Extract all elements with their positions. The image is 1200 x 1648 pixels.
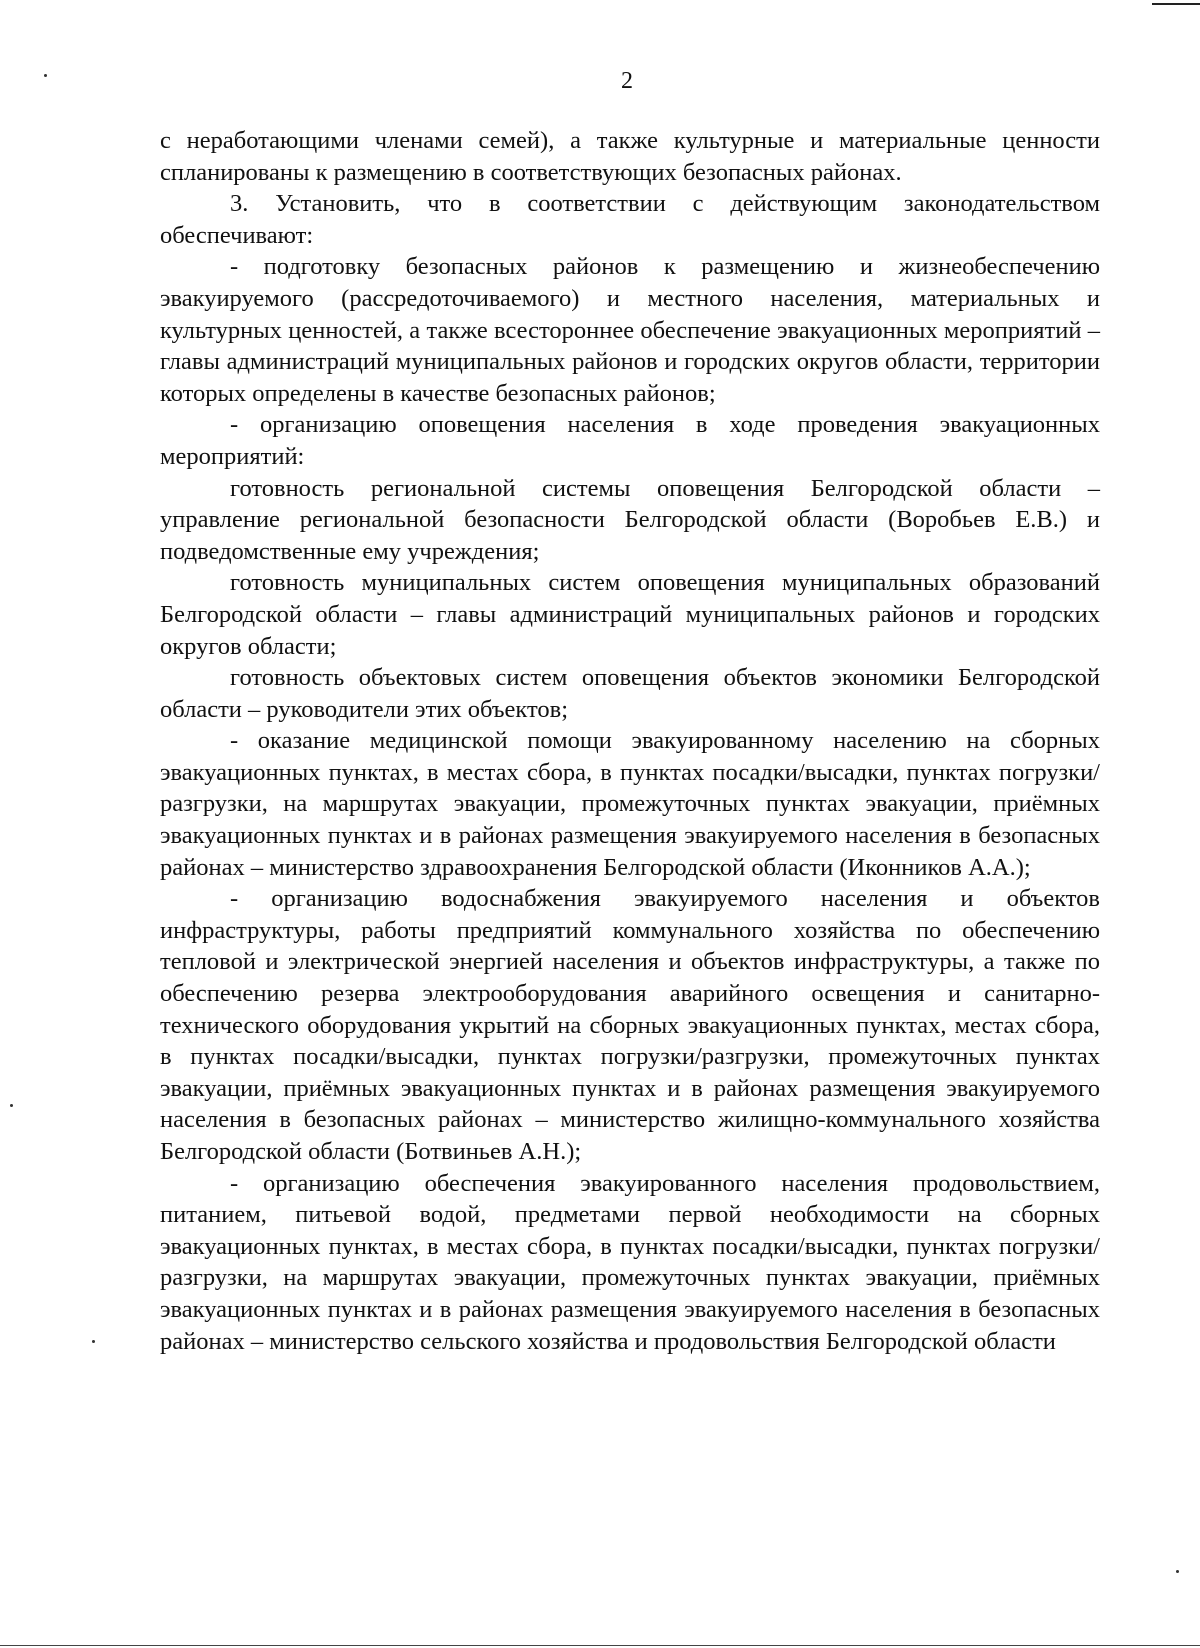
scan-speck [92, 1340, 95, 1343]
document-body [160, 125, 1100, 1357]
scan-speck [1176, 1570, 1179, 1573]
paragraph-municipal-systems: готовность муниципальных систем оповещения муниципальных образований Белгородской области – главы администраций муниципальных районов и городских округов области; [160, 569, 1100, 660]
paragraph-continuation: с неработающими членами семей), а также культурные и материальные ценности спланированы к размещению в соответствующих безопасных районах. [160, 127, 1100, 186]
page-number: 2 [621, 68, 633, 94]
scan-edge-mark-top [1152, 3, 1200, 5]
paragraph-water-supply: - организацию водоснабжения эвакуируемого населения и объектов инфраструктуры, работы предприятий коммунального хозяйства по обеспечению тепловой и электрической энергией населения и объектов инфраструктуры, а также по обеспечению резерва электрооборудования аварийного освещения и санитарно-технического оборудования укрытий на сборных эвакуационных пунктах, местах сбора, в пунктах посадки/высадки, пунктах погрузки/разгрузки, промежуточных пунктах эвакуации, приёмных эвакуационных пунктах и в районах размещения эвакуируемого населения в безопасных районах – министерство жилищно-коммунального хозяйства Белгородской области (Ботвиньев А.Н.); [160, 885, 1100, 1165]
paragraph-safe-areas: - подготовку безопасных районов к размещению и жизнеобеспечению эвакуируемого (рассредоточиваемого) и местного населения, материальных и культурных ценностей, а также всестороннее обеспечение эвакуационных мероприятий – главы администраций муниципальных районов и городских округов области, территории которых определены в качестве безопасных районов; [160, 253, 1100, 407]
paragraph-medical-aid: - оказание медицинской помощи эвакуированному населению на сборных эвакуационных пунктах, в местах сбора, в пунктах посадки/высадки, пунктах погрузки/разгрузки, на маршрутах эвакуации, промежуточных пунктах эвакуации, приёмных эвакуационных пунктах и в районах размещения эвакуируемого населения в безопасных районах – министерство здравоохранения Белгородской области (Иконников А.А.); [160, 727, 1100, 881]
scan-speck [10, 1104, 13, 1107]
paragraph-food-supply: - организацию обеспечения эвакуированного населения продовольствием, питанием, питьевой водой, предметами первой необходимости на сборных эвакуационных пунктах, в местах сбора, в пунктах посадки/высадки, пунктах погрузки/разгрузки, на маршрутах эвакуации, промежуточных пунктах эвакуации, приёмных эвакуационных пунктах и в районах размещения эвакуируемого населения в безопасных районах – министерство сельского хозяйства и продовольствия Белгородской области [160, 1169, 1100, 1355]
paragraph-notification: - организацию оповещения населения в ходе проведения эвакуационных мероприятий: [160, 411, 1100, 470]
paragraph-item-3: 3. Установить, что в соответствии с действующим законодательством обеспечивают: [160, 190, 1100, 249]
scan-edge-mark-bottom [0, 1645, 1200, 1646]
paragraph-object-systems: готовность объектовых систем оповещения объектов экономики Белгородской области – руководители этих объектов; [160, 664, 1100, 723]
scan-speck [44, 74, 47, 77]
paragraph-regional-system: готовность региональной системы оповещения Белгородской области – управление региональной безопасности Белгородской области (Воробьев Е.В.) и подведомственные ему учреждения; [160, 474, 1100, 565]
